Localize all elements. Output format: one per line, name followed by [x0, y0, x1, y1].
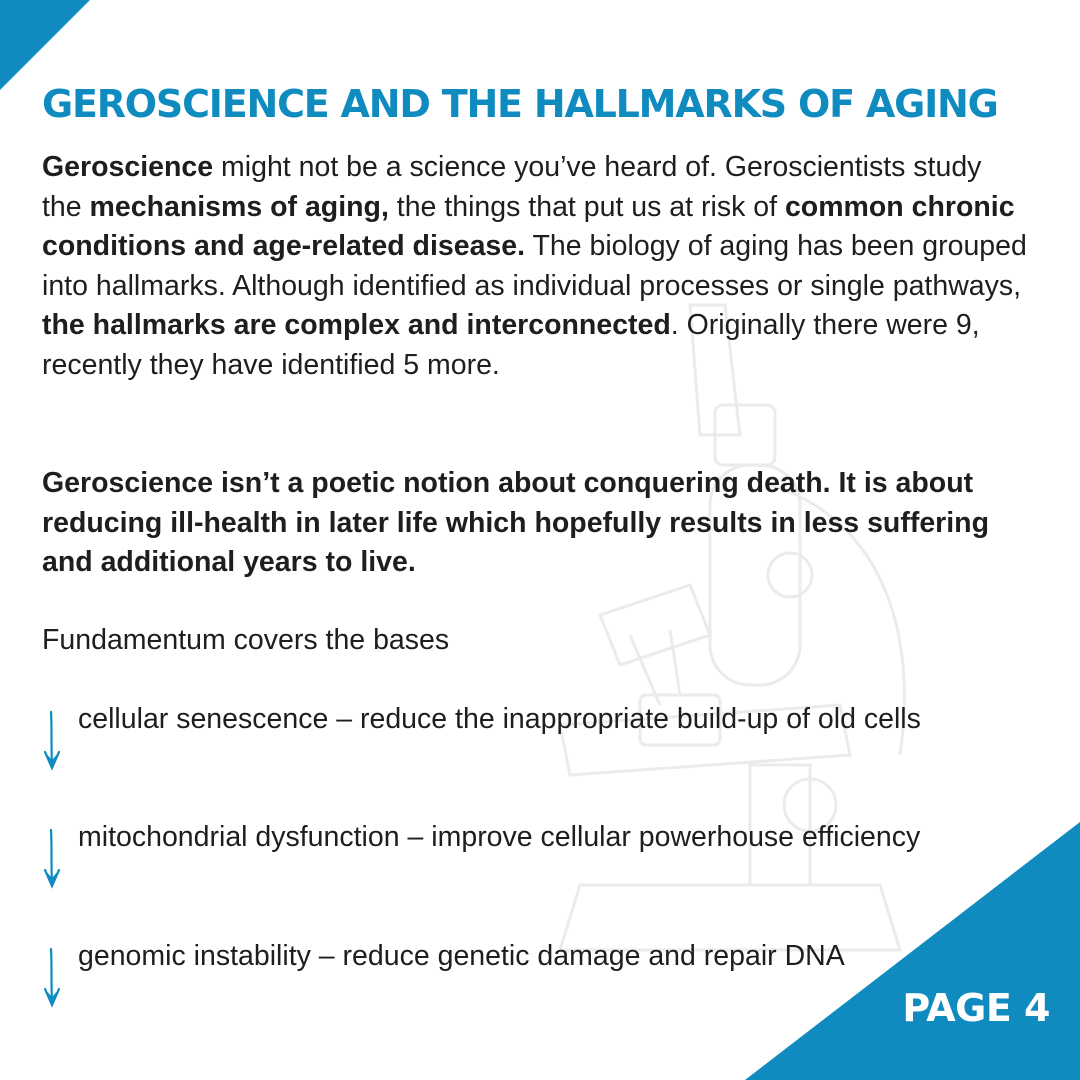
bullet-item-genomic-instability	[42, 937, 982, 1009]
intro-text-4: . Originally there were 9, recently they have identified 5 more.	[42, 309, 980, 381]
intro-bold-hallmarks: the hallmarks are complex and interconnected	[42, 309, 671, 341]
arrow-down-icon	[42, 700, 78, 772]
bullet-item-cellular-senescence	[42, 700, 982, 772]
arrow-down-icon	[42, 818, 78, 890]
intro-text-3: The biology of aging has been grouped into hallmarks. Although identified as individual processes or single pathways,	[42, 230, 1027, 302]
page-number-label: PAGE 4	[902, 986, 1050, 1030]
bullet-item-mitochondrial-dysfunction	[42, 818, 982, 890]
bullet-text: mitochondrial dysfunction – improve cellular powerhouse efficiency	[78, 821, 921, 853]
statement-paragraph: Geroscience isn’t a poetic notion about conquering death. It is about reducing ill-health in later life which hopefully results in less suffering and additional years to live.	[42, 467, 989, 578]
intro-text-1: might not be a science you’ve heard of. Geroscientists study the	[42, 151, 982, 223]
intro-text-2: the things that put us at risk of	[388, 190, 785, 223]
page-title: GEROSCIENCE AND THE HALLMARKS OF AGING	[42, 82, 998, 126]
intro-bold-geroscience: Geroscience	[42, 151, 214, 183]
covers-heading: Fundamentum covers the bases	[42, 624, 450, 656]
intro-paragraph	[42, 148, 1027, 385]
intro-bold-mechanisms: mechanisms of aging,	[89, 190, 389, 223]
bullet-text: genomic instability – reduce genetic damage and repair DNA	[78, 940, 845, 972]
intro-bold-conditions: common chronic conditions and age-related disease.	[42, 190, 1015, 262]
arrow-down-icon	[42, 937, 78, 1009]
top-left-corner-triangle	[0, 0, 90, 90]
bullet-text: cellular senescence – reduce the inappropriate build-up of old cells	[78, 703, 921, 735]
